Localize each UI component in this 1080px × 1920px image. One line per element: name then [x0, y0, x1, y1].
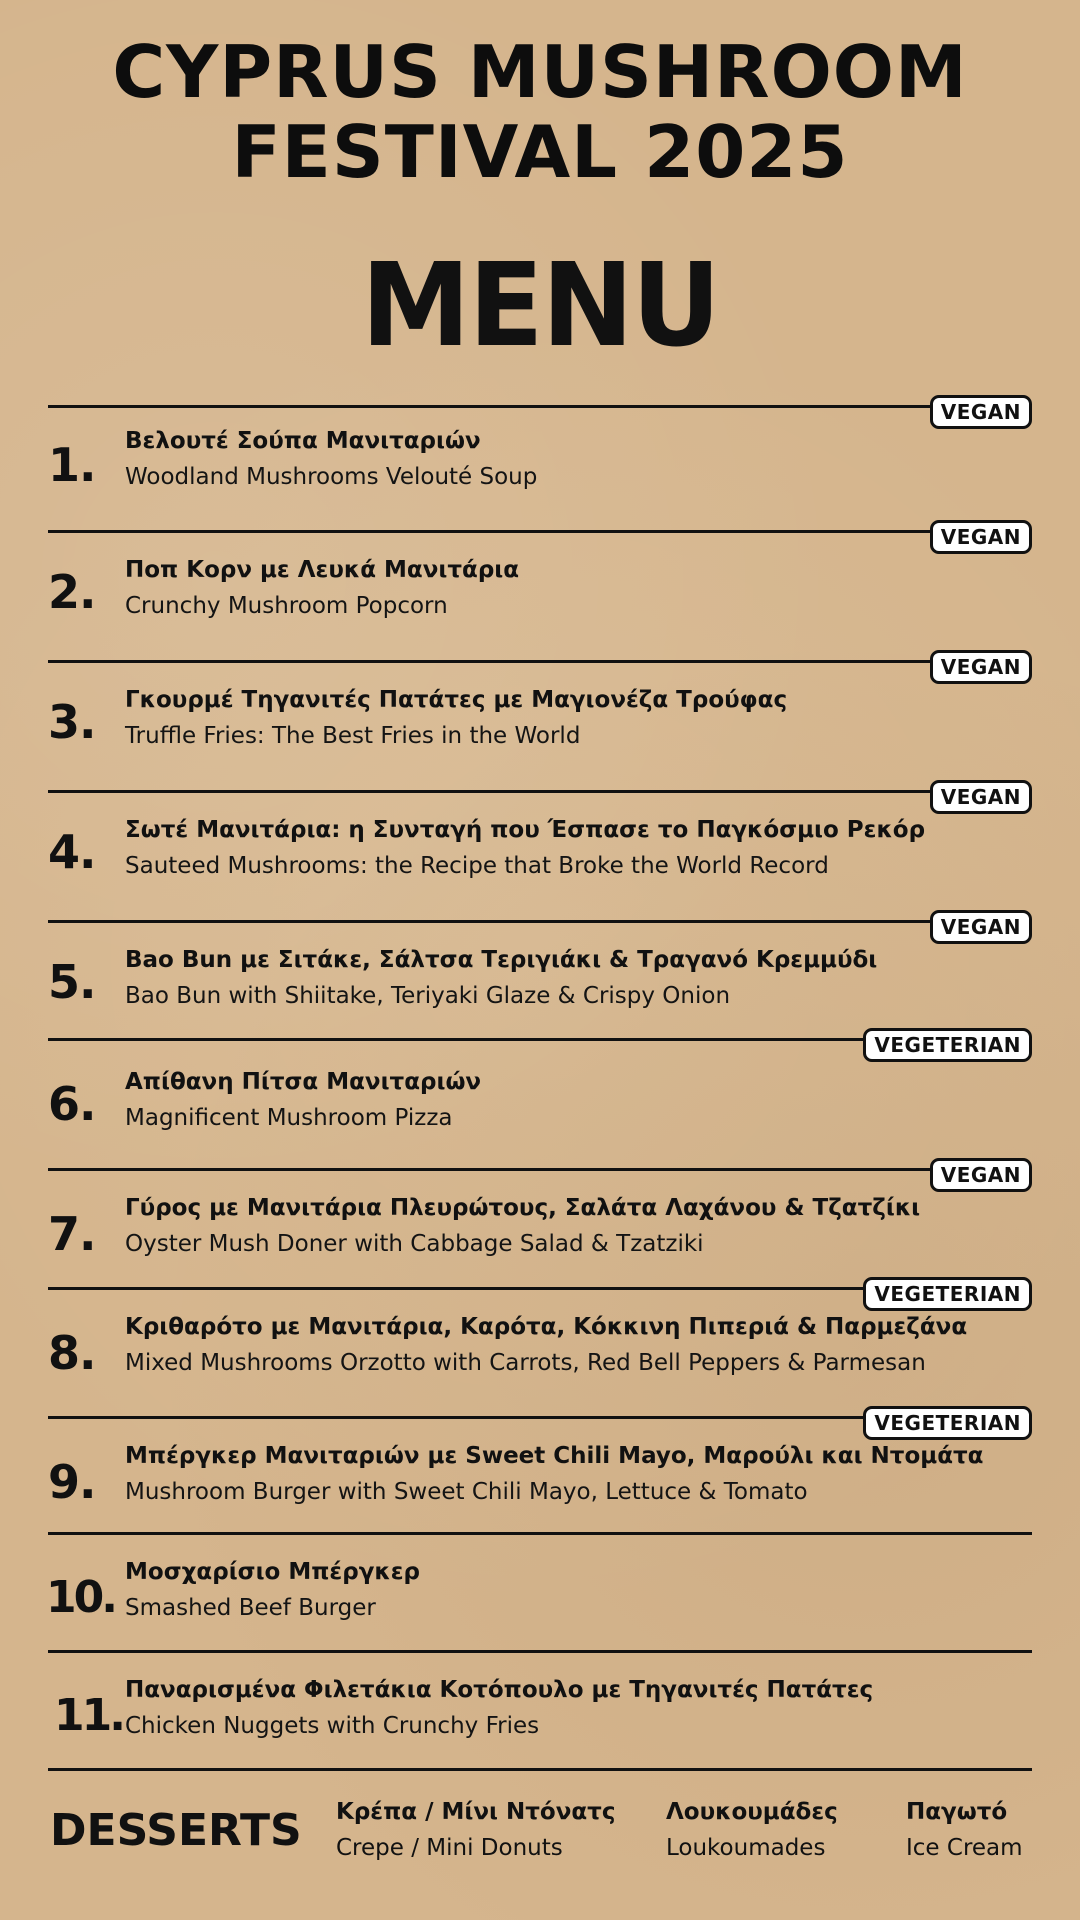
- item-greek-name: Απίθανη Πίτσα Μανιταριών: [125, 1069, 482, 1095]
- title-line-1: CYPRUS MUSHROOM: [112, 30, 968, 114]
- dessert-item: [666, 1796, 838, 1864]
- divider: [48, 790, 938, 793]
- diet-badge: VEGAN: [930, 780, 1032, 814]
- diet-badge: VEGAN: [930, 650, 1032, 684]
- title-line-2: FESTIVAL 2025: [231, 110, 849, 194]
- item-greek-name: Γύρος με Μανιτάρια Πλευρώτους, Σαλάτα Λαχάνου & Τζατζίκι: [125, 1195, 921, 1221]
- menu-item: [48, 525, 1032, 660]
- menu-item: [48, 1650, 1032, 1780]
- diet-badge: VEGETERIAN: [863, 1406, 1032, 1440]
- divider: [48, 530, 938, 533]
- menu-item: [48, 1532, 1032, 1662]
- item-english-name: Chicken Nuggets with Crunchy Fries: [125, 1713, 540, 1739]
- item-english-name: Truffle Fries: The Best Fries in the World: [125, 723, 581, 749]
- item-number: 2.: [48, 565, 96, 619]
- item-number: 6.: [48, 1077, 96, 1131]
- item-number: 3.: [48, 695, 96, 749]
- item-greek-name: Μπέργκερ Μανιταριών με Sweet Chili Mayo, Μαρούλι και Ντομάτα: [125, 1443, 984, 1469]
- item-number: 5.: [48, 955, 96, 1009]
- item-english-name: Bao Bun with Shiitake, Teriyaki Glaze & Crispy Onion: [125, 983, 731, 1009]
- item-greek-name: Κριθαρότο με Μανιτάρια, Καρότα, Κόκκινη Πιπεριά & Παρμεζάνα: [125, 1314, 968, 1340]
- item-greek-name: Γκουρμέ Τηγανιτές Πατάτες με Μαγιονέζα Τρούφας: [125, 687, 788, 713]
- divider: [48, 1532, 1032, 1535]
- divider: [48, 660, 938, 663]
- divider: [48, 1038, 873, 1041]
- diet-badge: VEGAN: [930, 1158, 1032, 1192]
- item-number: 9.: [48, 1455, 96, 1509]
- menu-item: [48, 1033, 1032, 1168]
- dessert-english-name: Loukoumades: [666, 1835, 826, 1861]
- item-english-name: Smashed Beef Burger: [125, 1595, 376, 1621]
- divider: [48, 1168, 938, 1171]
- diet-badge: VEGAN: [930, 910, 1032, 944]
- dessert-greek-name: Κρέπα / Μίνι Ντόνατς: [336, 1799, 616, 1825]
- divider: [48, 405, 938, 408]
- item-greek-name: Bao Bun με Σιτάκε, Σάλτσα Τεριγιάκι & Τραγανό Κρεμμύδι: [125, 947, 878, 973]
- dessert-english-name: Ice Cream: [906, 1835, 1023, 1861]
- page-title: [0, 32, 1080, 192]
- dessert-item: [906, 1796, 1023, 1864]
- item-english-name: Oyster Mush Doner with Cabbage Salad & Tzatziki: [125, 1231, 704, 1257]
- item-greek-name: Σωτέ Μανιτάρια: η Συνταγή που Έσπασε το Παγκόσμιο Ρεκόρ: [125, 817, 926, 843]
- item-number: 4.: [48, 825, 96, 879]
- divider: [48, 1287, 873, 1290]
- item-english-name: Magnificent Mushroom Pizza: [125, 1105, 453, 1131]
- dessert-english-name: Crepe / Mini Donuts: [336, 1835, 563, 1861]
- menu-item: [48, 400, 1032, 535]
- item-number: 7.: [48, 1207, 96, 1261]
- item-greek-name: Παναρισμένα Φιλετάκια Κοτόπουλο με Τηγανιτές Πατάτες: [125, 1677, 874, 1703]
- dessert-item: [336, 1796, 616, 1864]
- diet-badge: VEGETERIAN: [863, 1028, 1032, 1062]
- diet-badge: VEGETERIAN: [863, 1277, 1032, 1311]
- menu-heading: MENU: [361, 237, 719, 373]
- divider: [48, 1416, 873, 1419]
- diet-badge: VEGAN: [930, 520, 1032, 554]
- divider: [48, 920, 938, 923]
- divider: [48, 1650, 1032, 1653]
- item-number: 1.: [48, 438, 96, 492]
- item-number: 10.: [46, 1572, 115, 1623]
- item-english-name: Mixed Mushrooms Orzotto with Carrots, Red Bell Peppers & Parmesan: [125, 1350, 926, 1376]
- item-greek-name: Μοσχαρίσιο Μπέργκερ: [125, 1559, 420, 1585]
- menu-item: [48, 785, 1032, 920]
- menu-item: [48, 1282, 1032, 1417]
- item-number: 11.: [54, 1690, 123, 1741]
- item-greek-name: Βελουτέ Σούπα Μανιταριών: [125, 428, 481, 454]
- desserts-heading: DESSERTS: [50, 1805, 302, 1856]
- dessert-greek-name: Λουκουμάδες: [666, 1799, 838, 1825]
- diet-badge: VEGAN: [930, 395, 1032, 429]
- item-english-name: Mushroom Burger with Sweet Chili Mayo, Lettuce & Tomato: [125, 1479, 808, 1505]
- item-english-name: Crunchy Mushroom Popcorn: [125, 593, 448, 619]
- dessert-greek-name: Παγωτό: [906, 1799, 1008, 1825]
- menu-item: [48, 1411, 1032, 1546]
- item-number: 8.: [48, 1326, 96, 1380]
- menu-item: [48, 655, 1032, 790]
- desserts-divider: [48, 1768, 1032, 1771]
- item-english-name: Woodland Mushrooms Velouté Soup: [125, 464, 538, 490]
- item-english-name: Sauteed Mushrooms: the Recipe that Broke the World Record: [125, 853, 829, 879]
- item-greek-name: Ποπ Κορν με Λευκά Μανιτάρια: [125, 557, 520, 583]
